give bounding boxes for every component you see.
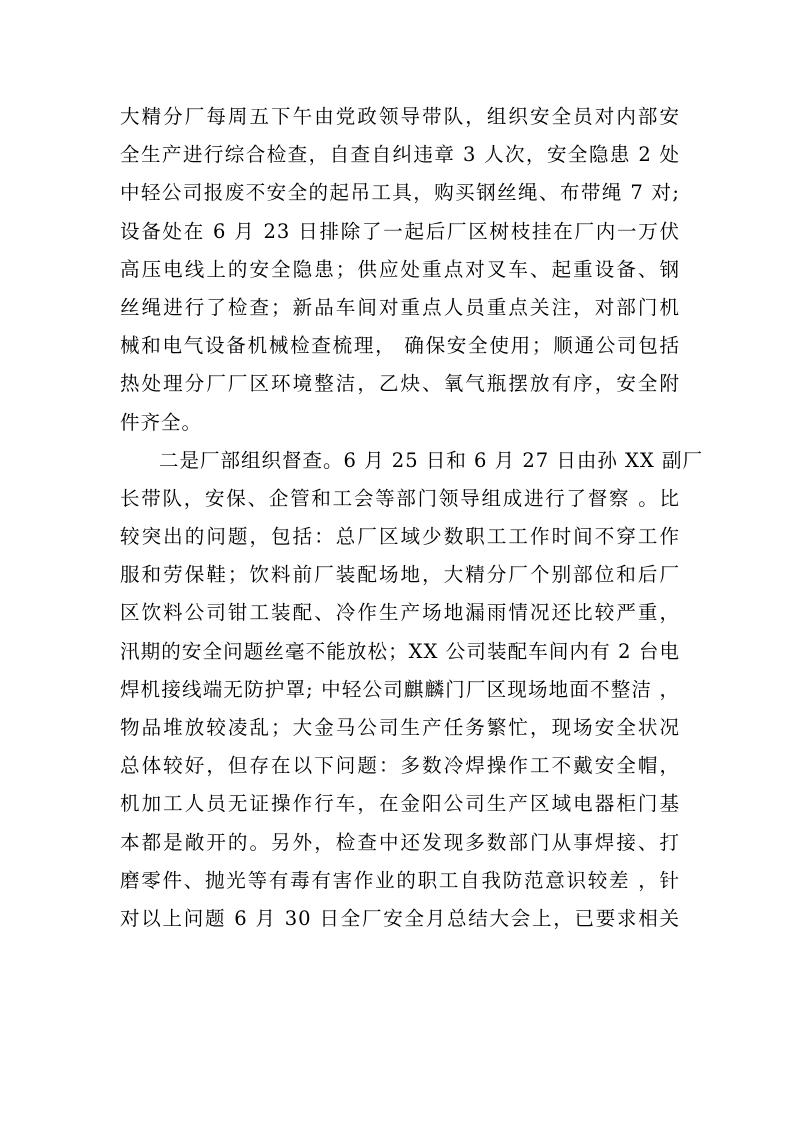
text-line: 对以上问题 6 月 30 日全厂安全月总结大会上，已要求相关 <box>120 906 680 930</box>
body-text <box>120 98 703 938</box>
text-line: 物品堆放较凌乱；大金马公司生产任务繁忙，现场安全状况 <box>120 716 680 739</box>
text-line: 机加工人员无证操作行车，在金阳公司生产区域电器柜门基 <box>120 792 680 816</box>
text-line: 本都是敞开的。另外，检查中还发现多数部门从事焊接、打 <box>120 830 680 854</box>
text-line: 总体较好，但存在以下问题：多数冷焊操作工不戴安全帽， <box>120 754 680 778</box>
paragraph-first-line: 二是厂部组织督查。6 月 25 日和 6 月 27 日由孙 XX 副厂 <box>159 448 703 472</box>
text-line: 中轻公司报废不安全的起吊工具，购买钢丝绳、布带绳 7 对; <box>120 181 680 205</box>
text-line: 丝绳进行了检查；新品车间对重点人员重点关注，对部门机 <box>120 295 680 319</box>
text-line: 区饮料公司钳工装配、冷作生产场地漏雨情况还比较严重， <box>120 601 680 625</box>
text-line: 磨零件、抛光等有毒有害作业的职工自我防范意识较差 ，针 <box>120 868 680 892</box>
text-line: 件齐全。 <box>120 410 203 434</box>
text-line: 械和电气设备机械检查梳理， 确保安全使用；顺通公司包括 <box>120 334 680 358</box>
text-line: 全生产进行综合检查，自查自纠违章 3 人次，安全隐患 2 处 <box>120 143 680 167</box>
text-line: 热处理分厂厂区环境整洁，乙炔、氧气瓶摆放有序，安全附 <box>120 372 680 396</box>
text-line: 长带队，安保、企管和工会等部门领导组成进行了督察 。比 <box>120 486 680 510</box>
text-line: 较突出的问题，包括：总厂区域少数职工工作时间不穿工作 <box>120 525 680 549</box>
text-line: 服和劳保鞋；饮料前厂装配场地，大精分厂个别部位和后厂 <box>120 563 680 587</box>
text-line: 大精分厂每周五下午由党政领导带队，组织安全员对内部安 <box>120 105 680 128</box>
text-line: 焊机接线端无防护罩; 中轻公司麒麟门厂区现场地面不整洁 ， <box>120 677 680 701</box>
text-line: 高压电线上的安全隐患；供应处重点对叉车、起重设备、钢 <box>120 257 680 281</box>
text-line: 设备处在 6 月 23 日排除了一起后厂区树枝挂在厂内一万伏 <box>120 219 680 243</box>
text-line: 汛期的安全问题丝毫不能放松；XX 公司装配车间内有 2 台电 <box>120 639 680 663</box>
